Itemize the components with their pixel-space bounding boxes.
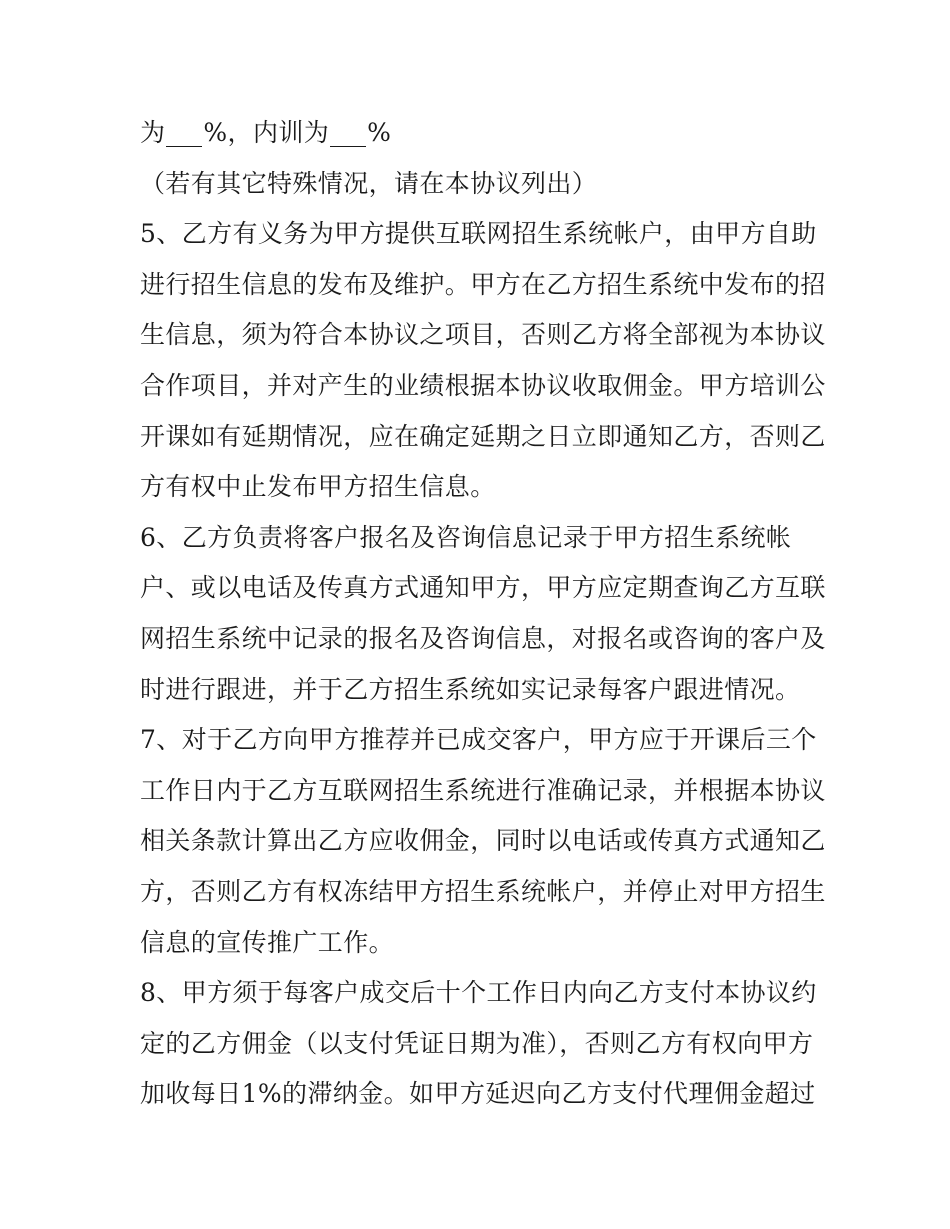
clause-8 [140, 968, 817, 1120]
clause-line: 网招生系统中记录的报名及咨询信息，对报名或咨询的客户及 [140, 623, 826, 653]
ratio-middle: %，内训为 [203, 118, 330, 147]
clause-line: 相关条款计算出乙方应收佣金，同时以电话或传真方式通知乙 [140, 826, 826, 856]
clause-line: 进行招生信息的发布及维护。甲方在乙方招生系统中发布的招 [140, 269, 826, 299]
clause-line: 时进行跟进，并于乙方招生系统如实记录每客户跟进情况。 [140, 674, 801, 704]
clause-line: 信息的宣传推广工作。 [140, 927, 395, 957]
clause-line: 方有权中止发布甲方招生信息。 [140, 472, 496, 502]
clause-line: 方，否则乙方有权冻结甲方招生系统帐户，并停止对甲方招生 [140, 876, 826, 906]
clause-7 [140, 715, 826, 968]
clause-line: 定的乙方佣金（以支付凭证日期为准），否则乙方有权向甲方 [140, 1028, 814, 1058]
clause-line: 生信息，须为符合本协议之项目，否则乙方将全部视为本协议 [140, 320, 826, 350]
special-note: （若有其它特殊情况，请在本协议列出） [140, 168, 598, 198]
clause-line: 6、乙方负责将客户报名及咨询信息记录于甲方招生系统帐 [140, 522, 792, 552]
clause-line: 开课如有延期情况，应在确定延期之日立即通知乙方，否则乙 [140, 421, 826, 451]
document-body [140, 108, 826, 1120]
clause-line: 户、或以电话及传真方式通知甲方，甲方应定期查询乙方互联 [140, 573, 826, 603]
clause-line: 加收每日1%的滞纳金。如甲方延迟向乙方支付代理佣金超过 [140, 1079, 816, 1109]
blank-underline [166, 121, 202, 147]
clause-6 [140, 513, 826, 715]
clause-line: 工作日内于乙方互联网招生系统进行准确记录，并根据本协议 [140, 775, 826, 805]
clause-5 [140, 209, 826, 513]
ratio-prefix: 为 [140, 118, 166, 147]
clause-line: 7、对于乙方向甲方推荐并已成交客户，甲方应于开课后三个 [140, 725, 817, 755]
clause-line: 合作项目，并对产生的业绩根据本协议收取佣金。甲方培训公 [140, 370, 826, 400]
ratio-line [140, 108, 812, 159]
blank-underline [330, 121, 366, 147]
clause-line: 8、甲方须于每客户成交后十个工作日内向乙方支付本协议约 [140, 978, 817, 1008]
clause-line: 5、乙方有义务为甲方提供互联网招生系统帐户，由甲方自助 [140, 219, 817, 249]
ratio-suffix: % [367, 118, 392, 147]
